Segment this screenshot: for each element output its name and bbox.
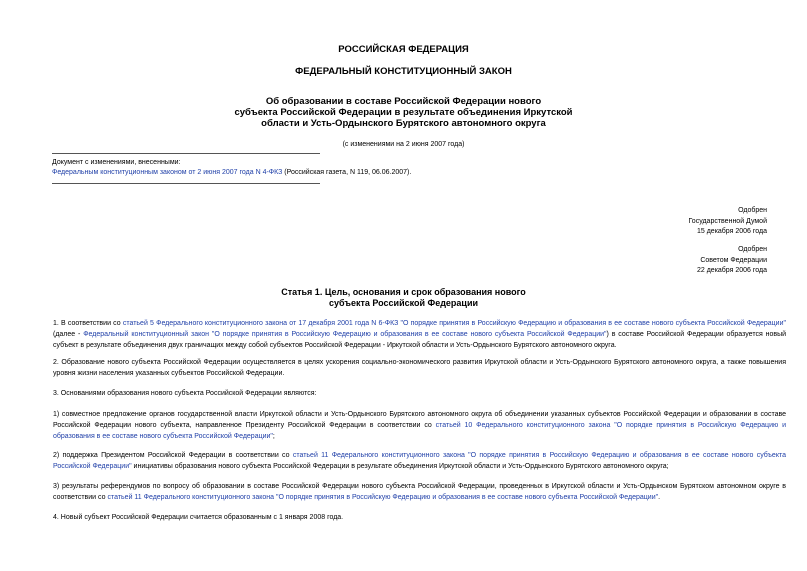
amendments-intro: Документ с изменениями, внесенными: [52,159,181,166]
paragraph-3-1 [38,409,786,442]
paragraph-text: ) в составе Российской Федерации образуется новый субъект в результате объединения двух граничащих между собой субъектов Российской Федерации - Иркутской области и Усть-Ордынского Бурятского автономного округа. [53,331,787,349]
approval-federation-council [697,245,767,277]
article-title-line: субъекта Российской Федерации [328,298,479,308]
divider [52,153,320,154]
paragraph-text: 1) совместное предложение органов государственной власти Иркутской области и Усть-Ордынского Бурятского автономного округа об объединении указанных субъектов Российской Федерации и образовании в составе Российской Федерации нового субъекта, направленное Президенту Российской Федерации в соответствии со [53,411,786,429]
divider [52,183,320,184]
paragraph-4: 4. Новый субъект Российской Федерации считается образованным с 1 января 2008 года. [53,514,344,521]
approval-line: 15 декабря 2006 года [696,228,767,235]
paragraph-3: 3. Основаниями образования нового субъекта Российской Федерации являются: [53,390,317,397]
approval-line: Советом Федерации [700,256,767,264]
country-heading: РОССИЙСКАЯ ФЕДЕРАЦИЯ [338,44,469,55]
paragraph-1 [38,318,786,351]
paragraph-3-3 [38,481,786,503]
law-type-heading: ФЕДЕРАЛЬНЫЙ КОНСТИТУЦИОННЫЙ ЗАКОН [295,66,512,77]
paragraph-text: инициативы образования нового субъекта Российской Федерации в результате объединения Иркутской области и Усть-Ордынского Бурятского автономного округа; [131,463,669,470]
paragraph-text: 1. В соответствии со [53,320,123,327]
law-link[interactable]: статьей 5 Федерального конституционного закона от 17 декабря 2001 года N 6-ФКЗ "О порядке принятия в Российскую Федерацию и образования в ее составе нового субъекта Российской Федерации" [122,320,786,327]
approval-line: Одобрен [738,207,767,214]
edition-note: (с изменениями на 2 июня 2007 года) [342,141,465,148]
paragraph-3-2 [38,450,786,472]
law-title-line: Об образовании в составе Российской Федерации нового [265,96,542,107]
paragraph-text: 2) поддержка Президентом Российской Федерации в соответствии со [53,452,293,459]
approval-line: Государственной Думой [688,217,767,225]
article-1-title [0,287,807,309]
paragraph-text: ; [272,433,275,440]
law-link[interactable]: статьей 11 Федерального конституционного закона "О порядке принятия в Российскую Федерацию и образования в ее составе нового субъекта Российской Федерации" [107,494,659,501]
law-link[interactable]: статьей 10 Федерального конституционного закона "О порядке принятия в Российскую Федерацию и образования в ее составе нового субъекта Российской Федерации" [53,422,786,440]
paragraph-text: . [658,494,661,501]
law-link[interactable]: Федеральный конституционный закон "О порядке принятия в Российскую Федерацию и образования в ее составе нового субъекта Российской Федерации" [83,331,607,338]
amendments-line [52,167,411,178]
law-title [0,96,807,129]
approval-line: 22 декабря 2006 года [696,267,767,274]
approval-duma [688,206,767,238]
law-title-line: области и Усть-Ордынского Бурятского автономного округа [261,118,546,129]
amending-law-link[interactable]: Федеральным конституционным законом от 2 июня 2007 года N 4-ФКЗ [52,169,283,176]
amendments-source: (Российская газета, N 119, 06.06.2007). [282,169,412,176]
paragraph-text: 3) результаты референдумов по вопросу об образовании в составе Российской Федерации нового субъекта Российской Федерации, проведенных в Иркутской области и Усть-Ордынском Бурятском автономном округе в соответствии со [53,483,786,501]
law-title-line: субъекта Российской Федерации в результате объединения Иркутской [234,107,573,118]
paragraph-2: 2. Образование нового субъекта Российской Федерации осуществляется в целях ускорения социально-экономического развития Иркутской области и Усть-Ордынского Бурятского автономного округа, а также повышения уровня жизни населения указанных субъектов Российской Федерации. [53,359,786,377]
approval-line: Одобрен [738,246,767,253]
article-title-line: Статья 1. Цель, основания и срок образования нового [281,287,526,297]
paragraph-text: (далее - [53,331,84,338]
law-link[interactable]: статьей 11 Федерального конституционного закона "О порядке принятия в Российскую Федерацию и образования в ее составе нового субъекта Российской Федерации" [53,452,786,470]
